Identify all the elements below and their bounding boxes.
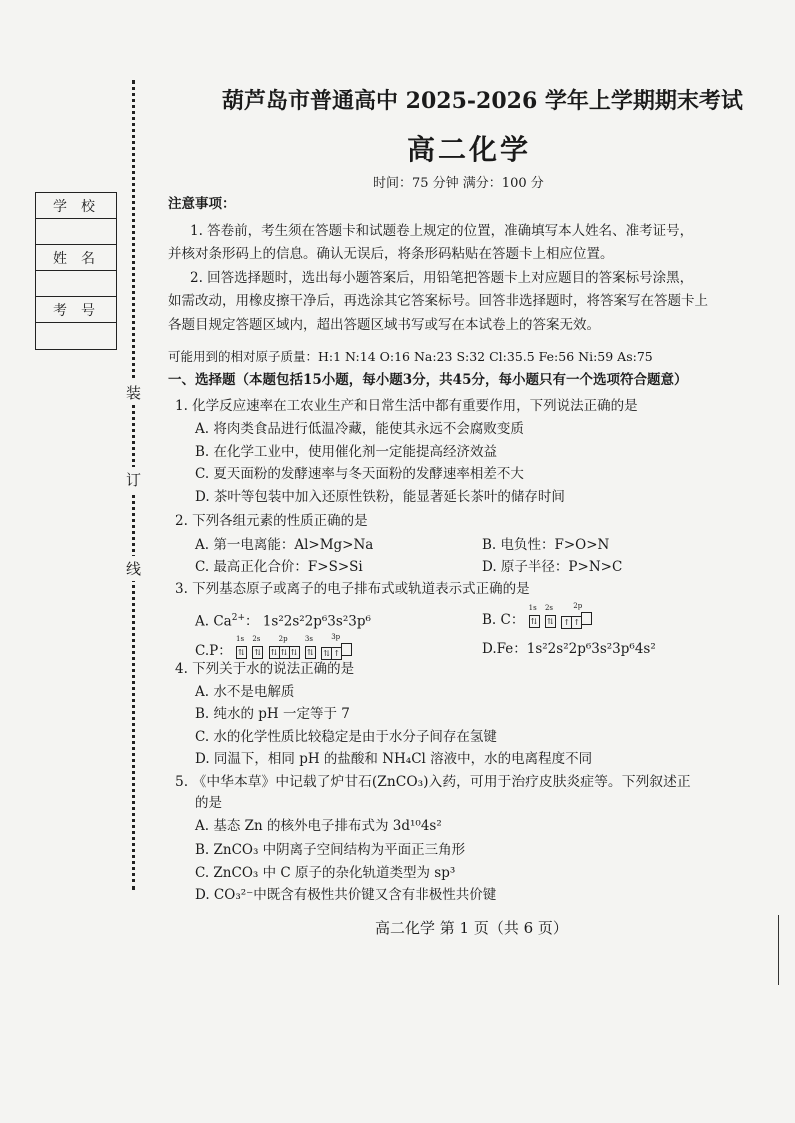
binding-char-zhuang: 装 (126, 380, 141, 405)
q1-option-c: C. 夏天面粉的发酵速率与冬天面粉的发酵速率相差不大 (195, 466, 524, 482)
notes-heading: 注意事项： (168, 196, 236, 212)
q2-option-b: B. 电负性：F>O>N (482, 537, 610, 553)
q3-c-label: C.P： (195, 643, 232, 659)
note-2-line-1: 2. 回答选择题时，选出每小题答案后，用铅笔把答题卡上对应题目的答案标号涂黑， (190, 270, 694, 286)
q4-option-a: A. 水不是电解质 (195, 684, 295, 700)
orbital-1s: 1s ⇅ (529, 614, 539, 628)
q3-option-a: A. $Ca^{2+}$： 1s²2s²2p⁶3s²3p⁶ (195, 613, 371, 630)
q3-stem: 3. 下列基态原子或离子的电子排布式或轨道表示式正确的是 (175, 581, 530, 597)
time-info: 时间：75 分钟 满分：100 分 (373, 176, 544, 191)
section-1-heading: 一、选择题（本题包括15小题，每小题3分，共45分，每小题只有一个选项符合题意） (168, 372, 688, 388)
q2-option-d: D. 原子半径：P>N>C (482, 559, 623, 575)
q1-stem: 1. 化学反应速率在工农业生产和日常生活中都有重要作用，下列说法正确的是 (175, 398, 638, 414)
page-footer: 高二化学 第 1 页（共 6 页） (375, 919, 568, 937)
q4-stem: 4. 下列关于水的说法正确的是 (175, 661, 355, 677)
exam-title: 葫芦岛市普通高中 2025-2026 学年上学期期末考试 (222, 88, 743, 114)
q1-option-d: D. 茶叶等包装中加入还原性铁粉，能显著延长茶叶的储存时间 (195, 489, 565, 505)
q5-option-a: A. 基态 Zn 的核外电子排布式为 3d¹⁰4s² (195, 818, 442, 834)
school-field[interactable] (36, 219, 116, 245)
subject-title: 高二化学 (407, 133, 532, 166)
name-label: 姓名 (36, 245, 116, 271)
orbital-3p: 3p ⇅ ↑ (321, 643, 351, 660)
q1-option-b: B. 在化学工业中，使用催化剂一定能提高经济效益 (195, 444, 498, 460)
orbital-3s: 3s ⇅ (305, 645, 315, 659)
note-2-line-3: 各题目规定答题区域内，超出答题区域书写或写在本试卷上的答案无效。 (168, 317, 600, 333)
q5-option-c: C. ZnCO₃ 中 C 原子的杂化轨道类型为 sp³ (195, 865, 456, 881)
school-label: 学校 (36, 193, 116, 219)
q3-option-c (195, 633, 353, 660)
scan-edge-mark (778, 915, 779, 985)
q4-option-b: B. 纯水的 pH 一定等于 7 (195, 706, 350, 722)
exam-no-field[interactable] (36, 323, 116, 349)
exam-no-label: 考号 (36, 297, 116, 323)
student-info-box (35, 192, 117, 350)
q3-option-d: D.Fe：1s²2s²2p⁶3s²3p⁶4s² (482, 641, 656, 657)
q5-stem-line-2: 的是 (195, 795, 222, 811)
q2-option-a: A. 第一电离能：Al>Mg>Na (195, 537, 374, 553)
orbital-2s: 2s ⇅ (252, 645, 262, 659)
binding-char-ding: 订 (126, 467, 141, 492)
q3-a-config: 1s²2s²2p⁶3s²3p⁶ (262, 613, 371, 630)
atomic-masses: 可能用到的相对原子质量：H:1 N:14 O:16 Na:23 S:32 Cl:35.5 Fe:56 Ni:59 As:75 (168, 349, 653, 364)
orbital-2p: 2p ↑ ↑ (561, 612, 591, 629)
q1-option-a: A. 将肉类食品进行低温冷藏，能使其永远不会腐败变质 (195, 421, 524, 437)
q2-option-c: C. 最高正化合价：F>S>Si (195, 559, 363, 575)
q4-option-d: D. 同温下，相同 pH 的盐酸和 NH₄Cl 溶液中，水的电离程度不同 (195, 751, 593, 767)
q3-a-label: A. Ca (195, 613, 232, 630)
q3-a-charge: 2+ (231, 613, 245, 623)
note-1-line-2: 并核对条形码上的信息。确认无误后，将条形码粘贴在答题卡上相应位置。 (168, 246, 614, 262)
q2-stem: 2. 下列各组元素的性质正确的是 (175, 513, 368, 529)
q5-option-b: B. ZnCO₃ 中阴离子空间结构为平面正三角形 (195, 842, 466, 858)
orbital-2s: 2s ⇅ (545, 614, 555, 628)
note-1-line-1: 1. 答卷前，考生须在答题卡和试题卷上规定的位置，准确填写本人姓名、准考证号， (190, 223, 694, 239)
orbital-2p: 2p ⇅ ⇅ ⇅ (269, 645, 299, 659)
orbital-1s: 1s ⇅ (236, 645, 246, 659)
q5-stem-line-1: 5. 《中华本草》中记载了炉甘石(ZnCO₃)入药，可用于治疗皮肤炎症等。下列叙述正 (175, 774, 691, 790)
q3-option-b (482, 602, 593, 629)
q5-option-d: D. CO₃²⁻中既含有极性共价键又含有非极性共价键 (195, 887, 497, 903)
note-2-line-2: 如需改动，用橡皮擦干净后，再选涂其它答案标号。回答非选择题时，将答案写在答题卡上 (168, 293, 708, 309)
q4-option-c: C. 水的化学性质比较稳定是由于水分子间存在氢键 (195, 729, 497, 745)
name-field[interactable] (36, 271, 116, 297)
q3-b-label: B. C： (482, 612, 525, 628)
binding-char-xian: 线 (126, 556, 141, 581)
